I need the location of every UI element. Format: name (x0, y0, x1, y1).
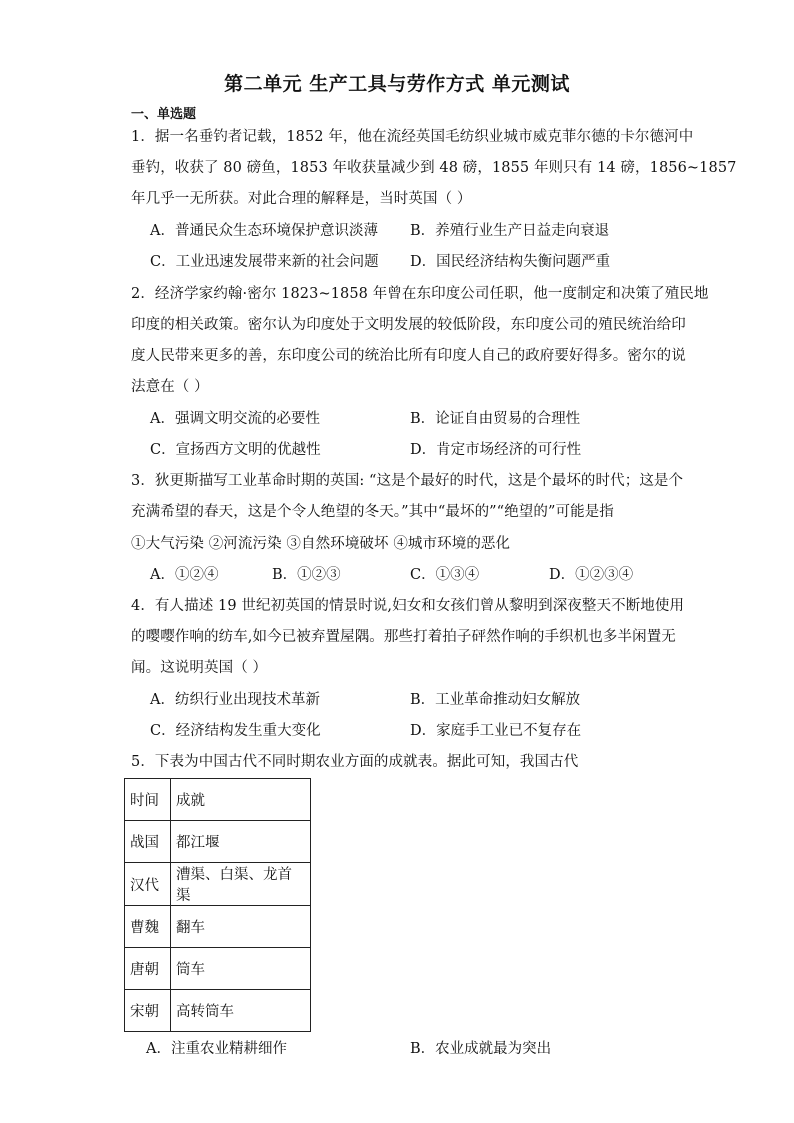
table-cell: 高转筒车 (171, 990, 311, 1032)
q5-option-b[interactable]: B．农业成就最为突出 (410, 1041, 552, 1057)
q4-option-b[interactable]: B．工业革命推动妇女解放 (410, 692, 581, 708)
q1-stem-line: 垂钓，收获了 80 磅鱼，1853 年收获量减少到 48 磅，1855 年则只有 14 磅，1856~1857 (131, 160, 737, 176)
table-cell: 宋朝 (125, 990, 171, 1032)
table-row (125, 821, 311, 863)
page-title: 第二单元 生产工具与劳作方式 单元测试 (224, 73, 570, 95)
table-header-cell: 时间 (125, 779, 171, 821)
table-cell: 战国 (125, 821, 171, 863)
table-header-row (125, 779, 311, 821)
table-cell: 都江堰 (171, 821, 311, 863)
achievement-table (124, 778, 311, 1032)
q3-stem-line: 3．狄更斯描写工业革命时期的英国: “这是个最好的时代，这是个最坏的时代；这是个 (131, 473, 684, 489)
q4-stem-line: 4．有人描述 19 世纪初英国的情景时说,妇女和女孩们曾从黎明到深夜整天不断地使用 (131, 598, 685, 614)
q2-stem-line: 2．经济学家约翰·密尔 1823~1858 年曾在东印度公司任职，他一度制定和决策了殖民地 (131, 286, 709, 302)
table-row (125, 863, 311, 906)
q3-option-b[interactable]: B．①②③ (272, 567, 341, 583)
q3-option-a[interactable]: A．①②④ (150, 567, 219, 583)
q4-stem-line: 的嘤嘤作响的纺车,如今已被弃置屋隅。那些打着拍子砰然作响的手织机也多半闲置无 (131, 629, 676, 645)
q2-stem-line: 度人民带来更多的善，东印度公司的统治比所有印度人自己的政府要好得多。密尔的说 (131, 348, 686, 364)
q2-option-d[interactable]: D．肯定市场经济的可行性 (410, 442, 582, 458)
q1-option-c[interactable]: C．工业迅速发展带来新的社会问题 (150, 254, 379, 270)
q1-option-a[interactable]: A．普通民众生态环境保护意识淡薄 (150, 223, 378, 239)
table-row (125, 906, 311, 948)
q1-option-b[interactable]: B．养殖行业生产日益走向衰退 (410, 223, 610, 239)
table-row (125, 990, 311, 1032)
q3-stem-line: ①大气污染 ②河流污染 ③自然环境破坏 ④城市环境的恶化 (131, 536, 511, 552)
q4-stem-line: 闻。这说明英国（ ） (131, 660, 268, 676)
q4-option-a[interactable]: A．纺织行业出现技术革新 (150, 692, 320, 708)
table-cell: 翻车 (171, 906, 311, 948)
q5-stem-line: 5．下表为中国古代不同时期农业方面的成就表。据此可知，我国古代 (131, 754, 579, 770)
table-cell: 曹魏 (125, 906, 171, 948)
table-cell: 筒车 (171, 948, 311, 990)
table-row (125, 948, 311, 990)
q2-stem-line: 法意在（ ） (131, 379, 209, 395)
q2-option-c[interactable]: C．宣扬西方文明的优越性 (150, 442, 321, 458)
table-cell: 汉代 (125, 863, 171, 906)
q5-option-a[interactable]: A．注重农业精耕细作 (146, 1041, 287, 1057)
q3-option-d[interactable]: D．①②③④ (549, 567, 634, 583)
q4-option-c[interactable]: C．经济结构发生重大变化 (150, 723, 321, 739)
table-cell: 唐朝 (125, 948, 171, 990)
q1-stem-line: 1．据一名垂钓者记载，1852 年，他在流经英国毛纺织业城市威克菲尔德的卡尔德河中 (131, 129, 694, 145)
q3-stem-line: 充满希望的春天，这是个令人绝望的冬天。”其中“最坏的”“绝望的”可能是指 (131, 504, 614, 520)
q4-option-d[interactable]: D．家庭手工业已不复存在 (410, 723, 582, 739)
table-header-cell: 成就 (171, 779, 311, 821)
q1-option-d[interactable]: D．国民经济结构失衡问题严重 (410, 254, 611, 270)
q1-stem-line: 年几乎一无所获。对此合理的解释是，当时英国（ ） (131, 191, 472, 207)
q2-option-a[interactable]: A．强调文明交流的必要性 (150, 411, 320, 427)
q3-option-c[interactable]: C．①③④ (410, 567, 480, 583)
section-heading: 一、单选题 (131, 107, 197, 122)
table-cell: 漕渠、白渠、龙首渠 (171, 863, 311, 906)
q2-option-b[interactable]: B．论证自由贸易的合理性 (410, 411, 581, 427)
q2-stem-line: 印度的相关政策。密尔认为印度处于文明发展的较低阶段，东印度公司的殖民统治给印 (131, 317, 686, 333)
